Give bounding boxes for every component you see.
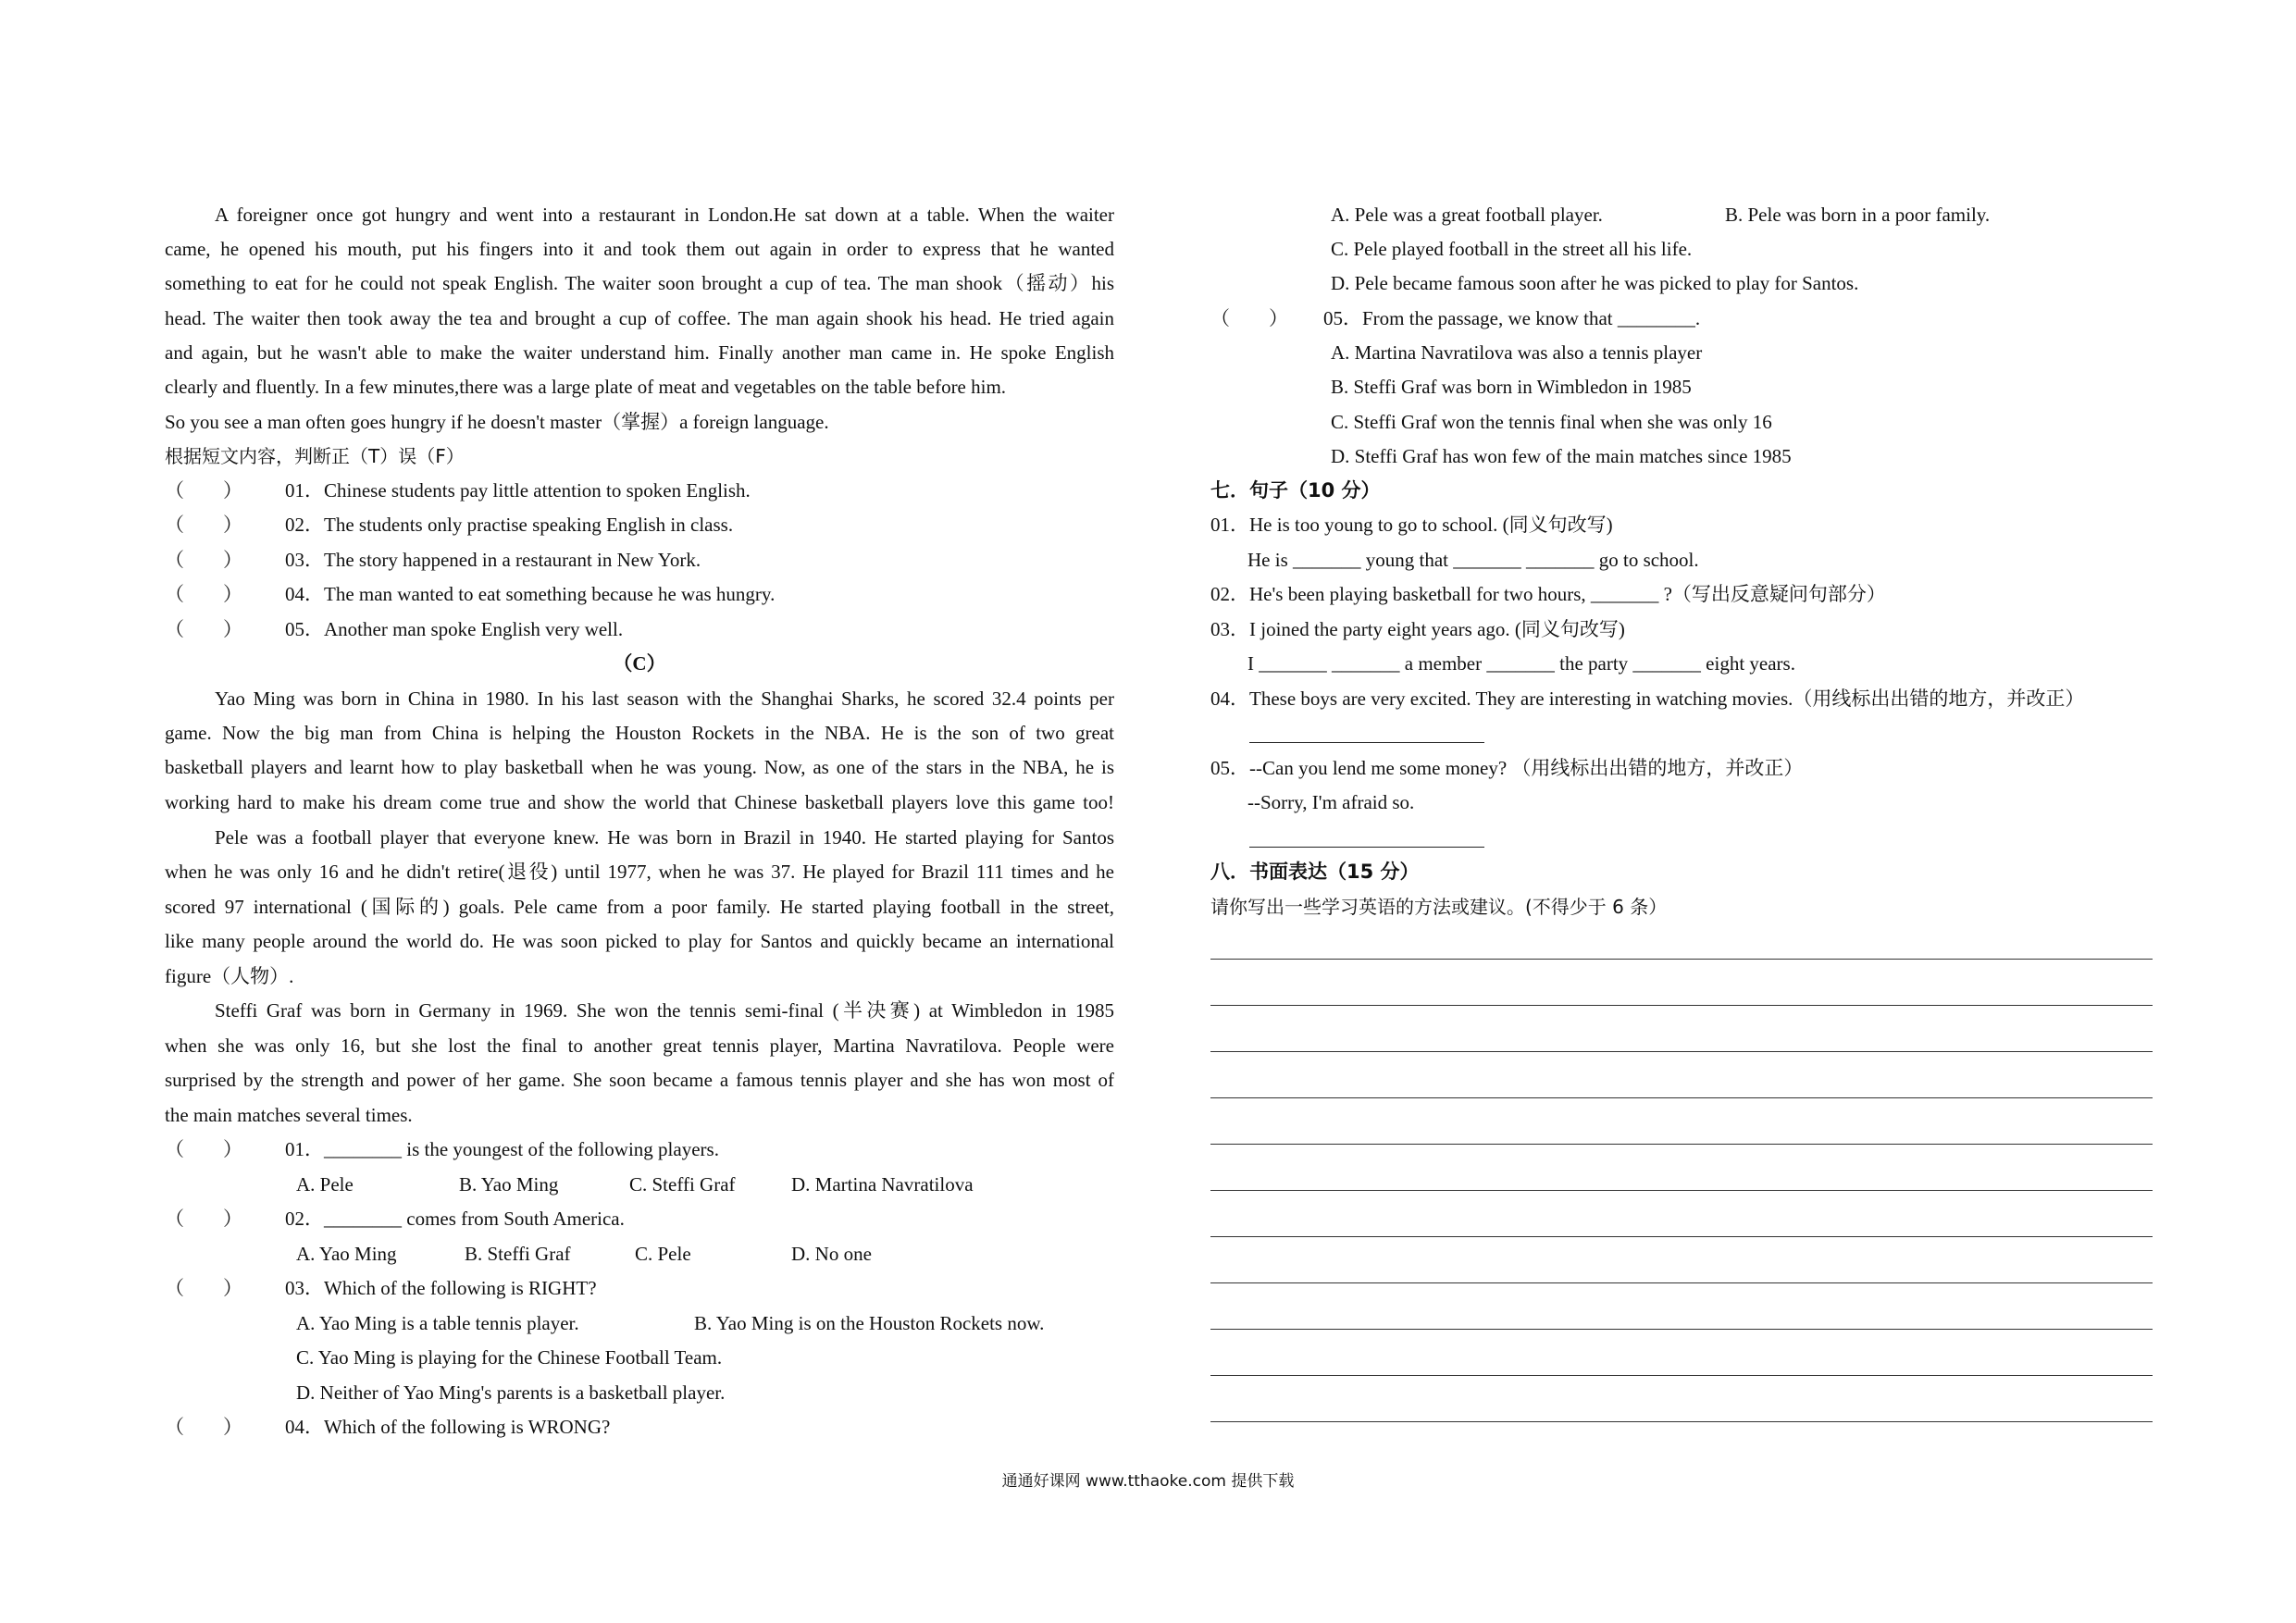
writing-prompt: 请你写出一些学习英语的方法或建议。(不得少于 6 条） xyxy=(1210,896,1668,918)
passage-c-line: when he was only 16 and he didn't retire(退役) until 1977, when he was 37. He played for Brazil 111 times and he xyxy=(165,861,1114,883)
option: D. No one xyxy=(791,1243,872,1265)
passage-b-instruction: 根据短文内容，判断正（T）误（F） xyxy=(165,445,465,467)
sentence-item: I _______ _______ a member _______ the party _______ eight years. xyxy=(1247,652,1795,675)
passage-c-heading: （C） xyxy=(613,652,666,675)
passage-c-line: surprised by the strength and power of her game. She soon became a famous tennis player and she has won most of xyxy=(165,1069,1114,1091)
answer-paren[interactable]: （ ） xyxy=(165,479,242,502)
sentence-item: 02．He's been playing basketball for two hours, _______ ?（写出反意疑问句部分） xyxy=(1210,583,1886,605)
mc-question: （ ） 04．Which of the following is WRONG? xyxy=(165,1416,611,1438)
option: C. Pele xyxy=(635,1243,691,1265)
writing-line[interactable] xyxy=(1210,1051,2153,1052)
option: B. Pele was born in a poor family. xyxy=(1725,204,1991,226)
option: A. Yao Ming xyxy=(296,1243,397,1265)
writing-line[interactable] xyxy=(1210,1097,2153,1098)
option: B. Steffi Graf was born in Wimbledon in 1985 xyxy=(1331,376,1692,398)
section-8-heading: 八．书面表达（15 分） xyxy=(1210,861,1420,883)
writing-line[interactable] xyxy=(1210,1005,2153,1006)
answer-blank[interactable] xyxy=(1249,742,1484,743)
passage-c-line: like many people around the world do. He was soon picked to play for Santos and quickly became an international xyxy=(165,930,1114,952)
passage-c-line: basketball players and learnt how to play basketball when he was young. Now, as one of the stars in the NBA, he is xyxy=(165,756,1114,778)
passage-b-line: So you see a man often goes hungry if he doesn't master（掌握）a foreign language. xyxy=(165,411,829,433)
answer-paren[interactable]: （ ） xyxy=(165,618,242,640)
option: C. Pele played football in the street all his life. xyxy=(1331,238,1693,260)
answer-paren[interactable]: （ ） xyxy=(1210,307,1288,329)
option: A. Yao Ming is a table tennis player. xyxy=(296,1312,579,1334)
option: A. Martina Navratilova was also a tennis player xyxy=(1331,341,1703,364)
answer-paren[interactable]: （ ） xyxy=(165,1277,242,1299)
sentence-item: 05．--Can you lend me some money? （用线标出出错的地方，并改正） xyxy=(1210,757,1804,779)
writing-line[interactable] xyxy=(1210,1190,2153,1191)
answer-blank[interactable] xyxy=(1249,847,1484,848)
answer-paren[interactable]: （ ） xyxy=(165,1138,242,1160)
option: A. Pele xyxy=(296,1173,354,1196)
tf-question: （ ） 01．Chinese students pay little attention to spoken English. xyxy=(165,479,751,502)
mc-question: （ ） 01．________ is the youngest of the following players. xyxy=(165,1138,719,1160)
option: A. Pele was a great football player. xyxy=(1331,204,1603,226)
option: D. Pele became famous soon after he was picked to play for Santos. xyxy=(1331,272,1859,294)
writing-line[interactable] xyxy=(1210,959,2153,960)
option: B. Yao Ming is on the Houston Rockets now. xyxy=(694,1312,1045,1334)
passage-b-line: something to eat for he could not speak English. The waiter soon brought a cup of tea. The man shook（摇动）his xyxy=(165,272,1114,294)
option: D. Steffi Graf has won few of the main matches since 1985 xyxy=(1331,445,1792,467)
passage-c-line: scored 97 international (国际的) goals. Pele came from a poor family. He started playing football in the street, xyxy=(165,896,1114,918)
sentence-item: --Sorry, I'm afraid so. xyxy=(1247,791,1415,813)
passage-c-line: figure（人物）. xyxy=(165,965,294,987)
tf-question: （ ） 05．Another man spoke English very well. xyxy=(165,618,624,640)
passage-c-line: when she was only 16, but she lost the final to another great tennis player, Martina Navratilova. People were xyxy=(165,1035,1114,1057)
sentence-item: 04．These boys are very excited. They are interesting in watching movies.（用线标出出错的地方，并改正） xyxy=(1210,688,2085,710)
answer-paren[interactable]: （ ） xyxy=(165,583,242,605)
tf-question: （ ） 04．The man wanted to eat something because he was hungry. xyxy=(165,583,776,605)
mc-question: （ ） 02．________ comes from South America. xyxy=(165,1208,625,1230)
answer-paren[interactable]: （ ） xyxy=(165,1208,242,1230)
page-footer: 通通好课网 www.tthaoke.com 提供下载 xyxy=(1001,1472,1295,1491)
passage-b-line: head. The waiter then took away the tea and brought a cup of coffee. The man again shook his head. He tried again xyxy=(165,307,1114,329)
option: C. Steffi Graf won the tennis final when she was only 16 xyxy=(1331,411,1772,433)
mc-question: （ ） 03．Which of the following is RIGHT? xyxy=(165,1277,597,1299)
passage-c-line: Yao Ming was born in China in 1980. In his last season with the Shanghai Sharks, he scored 32.4 points per xyxy=(215,688,1114,710)
writing-line[interactable] xyxy=(1210,1236,2153,1237)
writing-line[interactable] xyxy=(1210,1329,2153,1330)
passage-b-line: A foreigner once got hungry and went into a restaurant in London.He sat down at a table. When the waiter xyxy=(215,204,1114,226)
passage-b-line: and again, but he wasn't able to make the waiter understand him. Finally another man came in. He spoke English xyxy=(165,341,1114,364)
tf-question: （ ） 03．The story happened in a restaurant in New York. xyxy=(165,549,701,571)
writing-line[interactable] xyxy=(1210,1282,2153,1283)
option: D. Neither of Yao Ming's parents is a basketball player. xyxy=(296,1381,726,1404)
option: C. Yao Ming is playing for the Chinese Football Team. xyxy=(296,1346,723,1369)
passage-b-line: clearly and fluently. In a few minutes,there was a large plate of meat and vegetables on the table before him. xyxy=(165,376,1007,398)
option: B. Steffi Graf xyxy=(465,1243,571,1265)
passage-c-line: Pele was a football player that everyone knew. He was born in Brazil in 1940. He started playing for Santos xyxy=(215,826,1114,849)
passage-c-line: game. Now the big man from China is helping the Houston Rockets in the NBA. He is the son of two great xyxy=(165,722,1114,744)
tf-question: （ ） 02．The students only practise speaking English in class. xyxy=(165,514,734,536)
passage-c-line: Steffi Graf was born in Germany in 1969. She won the tennis semi-final (半决赛) at Wimbledon in 1985 xyxy=(215,999,1114,1022)
mc-question: （ ） 05．From the passage, we know that ________. xyxy=(1210,307,1701,329)
passage-c-line: working hard to make his dream come true and show the world that Chinese basketball players love this game too! xyxy=(165,791,1114,813)
sentence-item: He is _______ young that _______ _______ go to school. xyxy=(1247,549,1699,571)
sentence-item: 01．He is too young to go to school. (同义句改写) xyxy=(1210,514,1613,536)
passage-b-line: came, he opened his mouth, put his fingers into it and took them out again in order to express that he wanted xyxy=(165,238,1114,260)
option: D. Martina Navratilova xyxy=(791,1173,974,1196)
option: B. Yao Ming xyxy=(459,1173,559,1196)
answer-paren[interactable]: （ ） xyxy=(165,1416,242,1438)
answer-paren[interactable]: （ ） xyxy=(165,549,242,571)
section-7-heading: 七．句子（10 分） xyxy=(1210,479,1381,502)
writing-line[interactable] xyxy=(1210,1144,2153,1145)
option: C. Steffi Graf xyxy=(629,1173,736,1196)
writing-line[interactable] xyxy=(1210,1421,2153,1422)
passage-c-line: the main matches several times. xyxy=(165,1104,413,1126)
sentence-item: 03．I joined the party eight years ago. (同义句改写) xyxy=(1210,618,1625,640)
writing-line[interactable] xyxy=(1210,1375,2153,1376)
answer-paren[interactable]: （ ） xyxy=(165,514,242,536)
